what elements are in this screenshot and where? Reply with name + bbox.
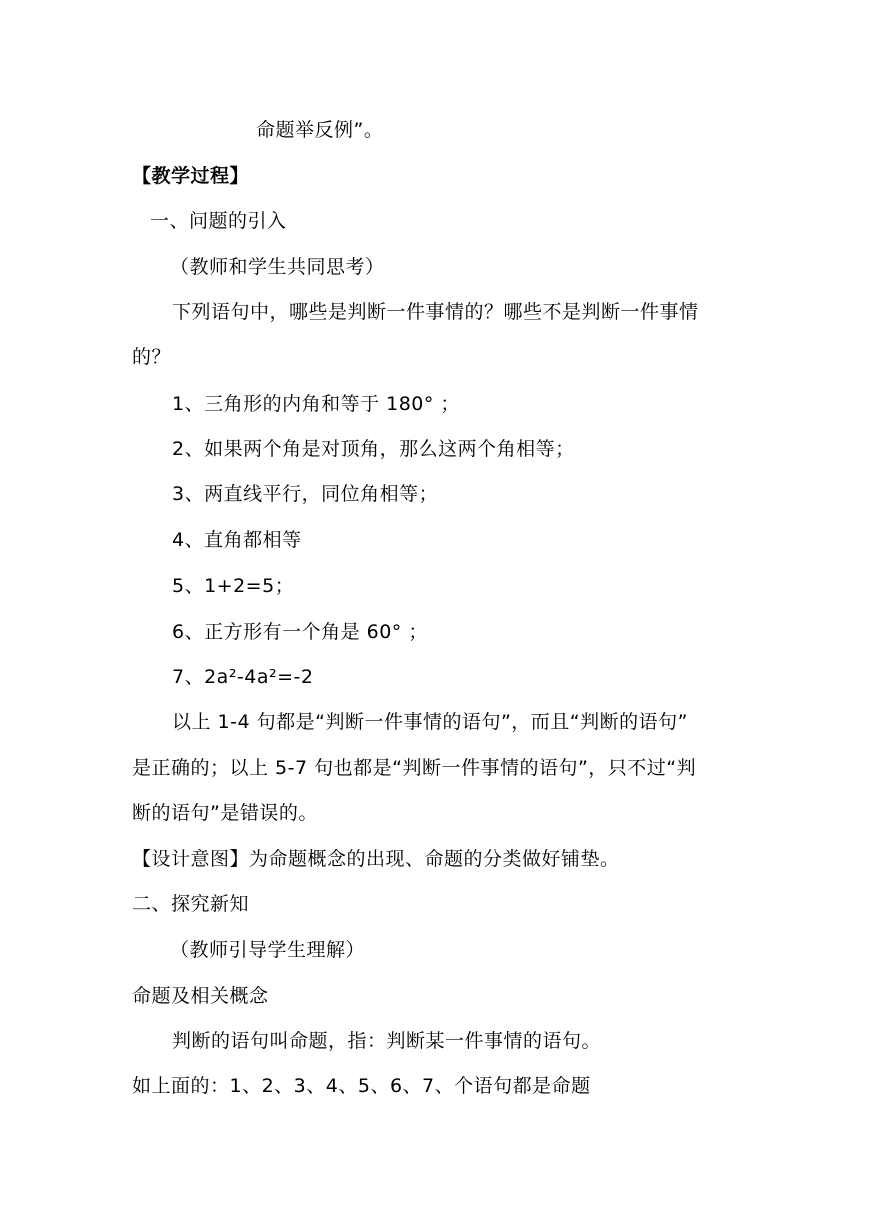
list-item-2: 2、如果两个角是对顶角，那么这两个角相等； — [172, 438, 575, 460]
subheading-problem-intro: 一、问题的引入 — [150, 210, 287, 232]
text-line-think-together: （教师和学生共同思考） — [170, 256, 385, 278]
list-item-6: 6、正方形有一个角是 60° ； — [172, 621, 428, 643]
definition-line: 判断的语句叫命题，指：判断某一件事情的语句。 — [172, 1030, 602, 1052]
paragraph-summary-line2: 是正确的；以上 5-7 句也都是“判断一件事情的语句”，只不过“判 — [132, 757, 697, 779]
list-item-1: 1、三角形的内角和等于 180° ； — [172, 393, 460, 415]
paragraph-question-line2: 的？ — [132, 346, 172, 368]
example-line: 如上面的：1、2、3、4、5、6、7、个语句都是命题 — [132, 1075, 591, 1097]
subheading-explore-new: 二、探究新知 — [132, 893, 250, 915]
list-item-4: 4、直角都相等 — [172, 529, 302, 551]
subheading-proposition-concepts: 命题及相关概念 — [132, 985, 269, 1007]
list-item-3: 3、两直线平行，同位角相等； — [172, 483, 439, 505]
section-heading-teaching-process: 【教学过程】 — [132, 165, 250, 187]
paragraph-summary-line1: 以上 1-4 句都是“判断一件事情的语句”，而且“判断的语句” — [172, 711, 688, 733]
text-line-teacher-guide: （教师引导学生理解） — [170, 939, 366, 961]
design-intent-line: 【设计意图】为命题概念的出现、命题的分类做好铺垫。 — [132, 848, 620, 870]
text-line-counterexample: 命题举反例”。 — [256, 119, 384, 141]
paragraph-summary-line3: 断的语句”是错误的。 — [132, 802, 318, 824]
paragraph-question-line1: 下列语句中，哪些是判断一件事情的？哪些不是判断一件事情 — [172, 301, 699, 323]
list-item-7: 7、2a²-4a²=-2 — [172, 666, 314, 688]
list-item-5: 5、1+2=5； — [172, 575, 295, 597]
